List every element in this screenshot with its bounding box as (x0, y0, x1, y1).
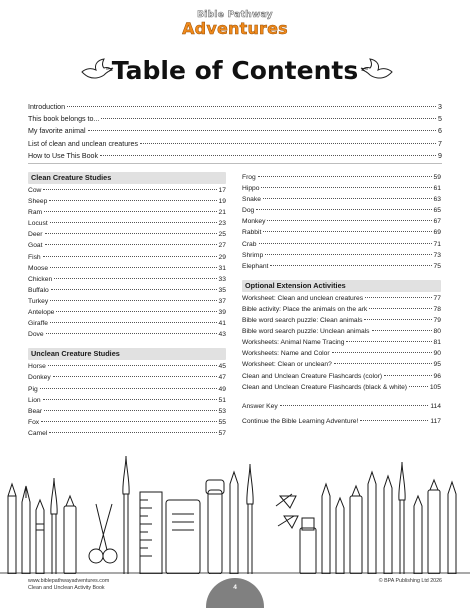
paintbrush-icon (51, 478, 57, 574)
toc-entry[interactable]: Elephant 75 (242, 262, 441, 270)
toc-entry[interactable]: Bible activity: Place the animals on the ark 78 (242, 305, 441, 313)
section-heading-clean: Clean Creature Studies (28, 172, 226, 184)
toc-entry[interactable]: Chicken 33 (28, 275, 226, 283)
toc-entry[interactable]: Deer 25 (28, 231, 226, 239)
toc-entry[interactable]: My favorite animal 6 (28, 127, 442, 136)
toc-entry[interactable]: List of clean and unclean creatures 7 (28, 139, 442, 148)
toc-entry[interactable]: Worksheets: Name and Color 90 (242, 350, 441, 358)
toc-entry[interactable]: Sheep 19 (28, 198, 226, 206)
toc-entry[interactable]: Rabbit 69 (242, 229, 441, 237)
notebook-icon (166, 500, 200, 574)
footer-website[interactable]: www.biblepathwayadventures.com (28, 578, 110, 584)
toc-entry[interactable]: Camel 57 (28, 429, 226, 437)
crayon-icon (336, 498, 344, 574)
toc-entry[interactable]: Turkey 37 (28, 297, 226, 305)
section-heading-unclean: Unclean Creature Studies (28, 348, 226, 360)
toc-entry[interactable]: Bible word search puzzle: Clean animals 79 (242, 317, 441, 325)
toc-entry[interactable]: Worksheet: Clean and unclean creatures 77 (242, 294, 441, 302)
marker-icon (428, 480, 440, 574)
paintbrush-icon (247, 464, 253, 574)
pencil-icon (8, 484, 16, 574)
toc-right-column (242, 172, 441, 427)
toc-entry[interactable]: Clean and Unclean Creature Flashcards (black & white) 105 (242, 383, 441, 391)
footer-book-title: Clean and Unclean Activity Book (28, 585, 105, 591)
marker-icon (206, 480, 224, 574)
pencil-icon (230, 472, 238, 574)
logo-line-2: Adventures (182, 19, 288, 38)
toc-entry[interactable]: Antelope 39 (28, 309, 226, 317)
toc-entry[interactable]: Moose 31 (28, 264, 226, 272)
footer-copyright: © BPA Publishing Ltd 2026 (378, 578, 442, 584)
toc-entry[interactable]: Worksheet: Clean or unclean? 95 (242, 361, 441, 369)
page-title: Table of Contents (111, 56, 359, 85)
pencil-icon (384, 476, 392, 574)
toc-entry[interactable]: Donkey 47 (28, 374, 226, 382)
pencil-icon (322, 484, 330, 574)
toc-entry[interactable]: Dog 65 (242, 207, 441, 215)
toc-entry[interactable]: Lion 51 (28, 396, 226, 404)
toc-entry[interactable]: Answer Key 114 (242, 402, 441, 410)
toc-entry[interactable]: How to Use This Book 9 (28, 151, 442, 160)
crayon-icon (36, 500, 44, 574)
pencil-icon (448, 482, 456, 574)
toc-entry[interactable]: Continue the Bible Learning Adventure! 117 (242, 417, 441, 425)
toc-entry[interactable]: Monkey 67 (242, 218, 441, 226)
footer-left (28, 578, 109, 592)
publisher-logo (0, 10, 470, 38)
page-number: 4 (233, 584, 237, 591)
paintbrush-icon (399, 462, 405, 574)
toc-entry[interactable]: Ram 21 (28, 209, 226, 217)
stationery-border-illustration (0, 444, 470, 574)
dove-icon (360, 58, 394, 82)
toc-entry[interactable]: Pig 49 (28, 385, 226, 393)
title-row (0, 56, 470, 96)
logo-line-1: Bible Pathway (197, 10, 273, 20)
paintbrush-icon (123, 456, 129, 574)
toc-entry[interactable]: Goat 27 (28, 242, 226, 250)
pencil-icon (368, 472, 376, 574)
glue-stick-icon (300, 518, 316, 574)
thumbtack-icon (276, 494, 298, 528)
toc-entry[interactable]: Dove 43 (28, 331, 226, 339)
toc-entry[interactable]: Clean and Unclean Creature Flashcards (color) 96 (242, 372, 441, 380)
toc-entry[interactable]: Frog 59 (242, 174, 441, 181)
toc-entry[interactable]: This book belongs to... 5 (28, 115, 442, 124)
toc-top-list (28, 101, 442, 162)
toc-entry[interactable]: Introduction 3 (28, 103, 442, 111)
marker-icon (350, 486, 362, 574)
crayon-icon (414, 496, 422, 574)
divider (28, 163, 442, 164)
section-heading-extension: Optional Extension Activities (242, 280, 441, 292)
page-number-tab (206, 578, 264, 608)
toc-entry[interactable]: Fish 29 (28, 253, 226, 261)
toc-entry[interactable]: Bible word search puzzle: Unclean animals 80 (242, 328, 441, 336)
toc-entry[interactable]: Buffalo 35 (28, 286, 226, 294)
toc-entry[interactable]: Worksheets: Animal Name Tracing 81 (242, 339, 441, 347)
scissors-icon (89, 504, 117, 563)
toc-entry[interactable]: Locust 23 (28, 220, 226, 228)
toc-entry[interactable]: Cow 17 (28, 187, 226, 194)
toc-entry[interactable]: Horse 45 (28, 363, 226, 371)
toc-entry[interactable]: Bear 53 (28, 407, 226, 415)
toc-entry[interactable]: Giraffe 41 (28, 320, 226, 328)
marker-icon (64, 496, 76, 574)
toc-entry[interactable]: Snake 63 (242, 196, 441, 204)
toc-left-column (28, 172, 226, 439)
toc-entry[interactable]: Shrimp 73 (242, 251, 441, 259)
toc-entry[interactable]: Hippo 61 (242, 185, 441, 193)
ruler-icon (140, 492, 162, 574)
toc-entry[interactable]: Crab 71 (242, 240, 441, 248)
fountain-pen-icon (22, 486, 30, 574)
toc-entry[interactable]: Fox 55 (28, 418, 226, 426)
